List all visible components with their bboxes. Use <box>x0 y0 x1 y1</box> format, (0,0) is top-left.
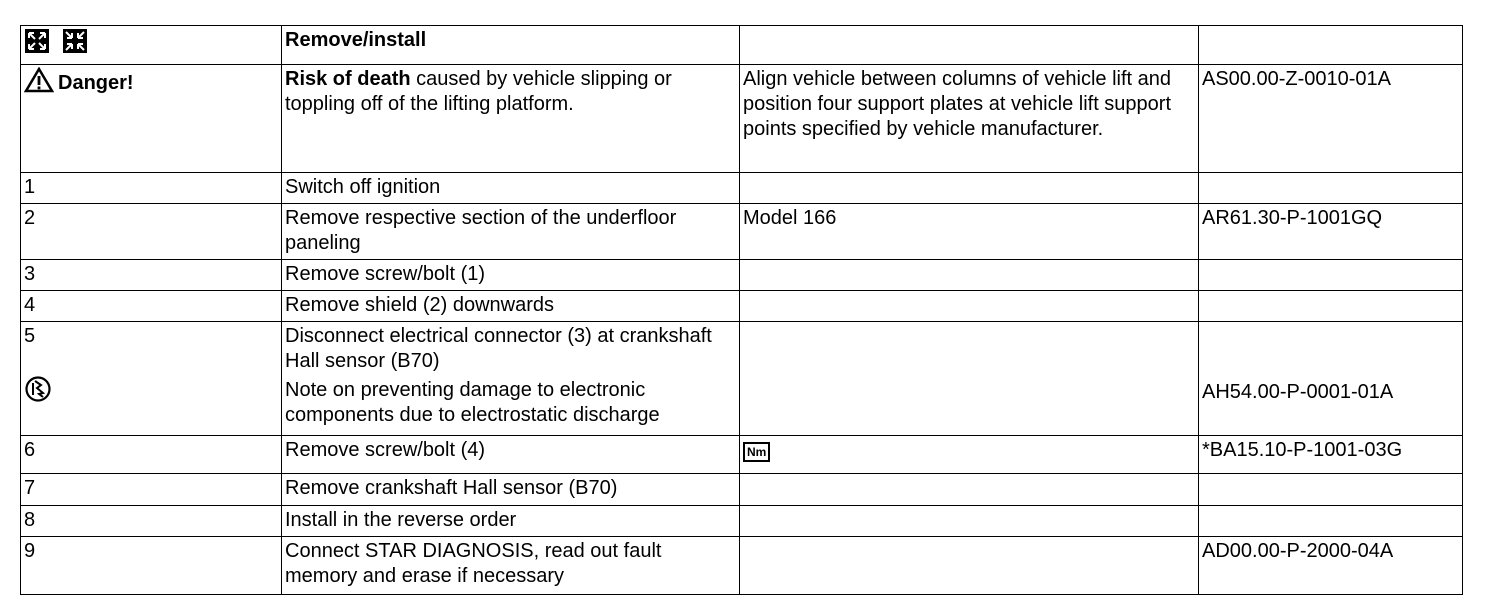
page-title: Remove/install <box>285 29 427 51</box>
step-ref[interactable] <box>1199 291 1463 322</box>
step-row <box>21 291 1463 322</box>
risk-text: caused by vehicle slipping or toppling off of the lifting platform. <box>285 68 672 115</box>
step-number: 3 <box>21 260 282 291</box>
procedure-table <box>20 25 1463 595</box>
step-ref[interactable]: AH54.00-P-0001-01A <box>1202 381 1394 403</box>
esd-note: Note on preventing damage to electronic components due to electrostatic discharge <box>285 379 660 426</box>
step-row <box>21 436 1463 474</box>
step-info <box>740 506 1199 537</box>
expand-icon[interactable] <box>24 28 50 61</box>
step-text-cell <box>282 322 740 436</box>
step-number: 7 <box>21 474 282 506</box>
step-row <box>21 537 1463 595</box>
step-info <box>740 322 1199 436</box>
step-number: 5 <box>24 325 36 347</box>
step-ref[interactable] <box>1199 474 1463 506</box>
step-number: 2 <box>21 204 282 260</box>
header-empty-4 <box>1199 26 1463 65</box>
step-info <box>740 173 1199 204</box>
step-ref[interactable]: *BA15.10-P-1001-03G <box>1199 436 1463 474</box>
danger-label-cell <box>21 65 282 173</box>
danger-instruction: Align vehicle between columns of vehicle lift and position four support plates at vehicle lift support points specified by vehicle manufacturer. <box>740 65 1199 173</box>
danger-row <box>21 65 1463 173</box>
step-text: Remove screw/bolt (1) <box>282 260 740 291</box>
step-text: Remove shield (2) downwards <box>282 291 740 322</box>
step-number: 6 <box>21 436 282 474</box>
step-text: Connect STAR DIAGNOSIS, read out fault memory and erase if necessary <box>282 537 740 595</box>
collapse-icon[interactable] <box>62 28 88 61</box>
danger-risk-cell <box>282 65 740 173</box>
step-text: Remove respective section of the underfloor paneling <box>282 204 740 260</box>
step-ref[interactable] <box>1199 260 1463 291</box>
step-row <box>21 260 1463 291</box>
torque-nm-icon[interactable]: Nm <box>743 442 770 462</box>
step-text: Remove screw/bolt (4) <box>282 436 740 474</box>
step-row <box>21 474 1463 506</box>
warning-triangle-icon <box>24 67 54 100</box>
step-info <box>740 260 1199 291</box>
header-icons-cell <box>21 26 282 65</box>
header-empty-3 <box>740 26 1199 65</box>
step-info: Model 166 <box>740 204 1199 260</box>
esd-note-icon <box>24 375 278 410</box>
step-ref[interactable] <box>1199 173 1463 204</box>
danger-label: Danger! <box>58 72 134 94</box>
step-row <box>21 322 1463 436</box>
step-number-cell <box>21 322 282 436</box>
step-text: Remove crankshaft Hall sensor (B70) <box>282 474 740 506</box>
risk-bold: Risk of death <box>285 68 411 90</box>
step-text: Install in the reverse order <box>282 506 740 537</box>
step-info-cell <box>740 436 1199 474</box>
step-ref[interactable] <box>1199 506 1463 537</box>
step-ref[interactable]: AD00.00-P-2000-04A <box>1199 537 1463 595</box>
step-row <box>21 204 1463 260</box>
step-row <box>21 506 1463 537</box>
danger-ref[interactable]: AS00.00-Z-0010-01A <box>1199 65 1463 173</box>
step-number: 9 <box>21 537 282 595</box>
header-title <box>282 26 740 65</box>
step-text: Switch off ignition <box>282 173 740 204</box>
step-info <box>740 291 1199 322</box>
step-text: Disconnect electrical connector (3) at crankshaft Hall sensor (B70) <box>285 325 712 372</box>
step-number: 4 <box>21 291 282 322</box>
step-number: 8 <box>21 506 282 537</box>
step-info <box>740 474 1199 506</box>
step-info <box>740 537 1199 595</box>
step-ref-cell <box>1199 322 1463 436</box>
step-number: 1 <box>21 173 282 204</box>
step-ref[interactable]: AR61.30-P-1001GQ <box>1199 204 1463 260</box>
header-row <box>21 26 1463 65</box>
step-row <box>21 173 1463 204</box>
